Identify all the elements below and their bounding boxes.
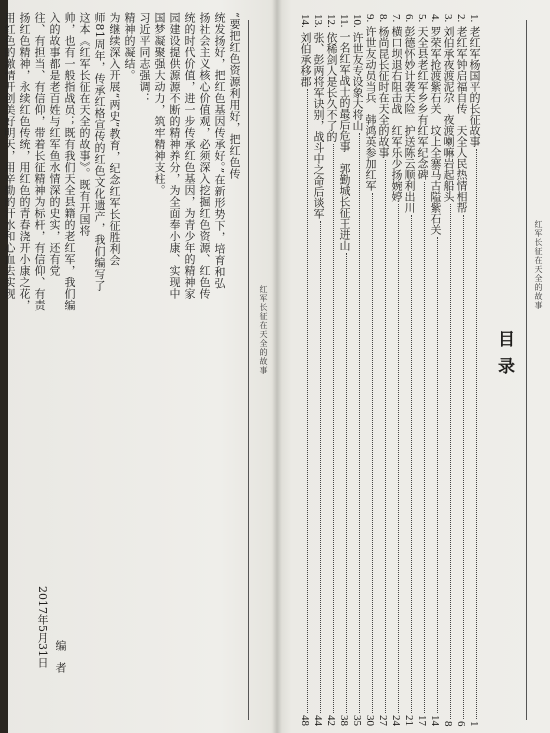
- header-rule: [526, 20, 527, 720]
- preface-line: 统发扬好，把红色基因传承好。”在新形势下，培育和弘: [213, 12, 226, 289]
- toc-page-number: 8: [442, 720, 454, 726]
- toc-entry-title: 横口坝退右阻击战 红军乐少扬婉婷: [390, 26, 403, 203]
- toc-number: 5.: [416, 14, 428, 23]
- toc-entry-title: 许世友动员当兵 韩鸿英参加红军: [364, 26, 377, 192]
- toc-entry[interactable]: [297, 14, 313, 726]
- toc-page-number: 48: [299, 715, 311, 726]
- leader-dots: [385, 160, 386, 713]
- preface-line: 园建设提供源源不断的精神养分，为全面奉小康、实现中: [168, 12, 181, 300]
- toc-page-number: 17: [416, 715, 428, 726]
- leader-dots: [307, 89, 308, 713]
- toc-number: 7.: [390, 14, 402, 23]
- table-of-contents: [292, 0, 497, 733]
- toc-entry-title: 罗荣军抢渡紫石关 坟上全寨马古隘紫石关: [429, 26, 442, 236]
- preface-line: 习近平同志强调：: [138, 12, 151, 104]
- leader-dots: [346, 253, 347, 713]
- toc-page-number: 1: [468, 720, 480, 726]
- toc-number: 13.: [312, 14, 324, 28]
- toc-number: 11.: [338, 14, 350, 28]
- toc-page-number: 35: [351, 715, 363, 726]
- toc-page-number: 38: [338, 715, 350, 726]
- preface-date: 2017年5月31日: [36, 586, 49, 668]
- preface-line: 这本《红军长征在天全的故事》。既有开国将: [78, 12, 91, 237]
- toc-title: 目录: [494, 330, 514, 384]
- leader-dots: [476, 149, 477, 718]
- toc-page-number: 42: [325, 715, 337, 726]
- preface-line: 师81周年，传承红格宣传的红色文化遗产，我们编写了: [93, 12, 106, 292]
- toc-page-number: 27: [377, 715, 389, 726]
- toc-entry-title: 刘伯承夜渡泥尕 夜渡喇嘛岩起船头: [442, 26, 455, 203]
- toc-page-number: 30: [364, 715, 376, 726]
- toc-number: 14.: [299, 14, 311, 28]
- preface-line: 往、有担当、有信仰，带着长征精神为标杆，有信仰、有责: [33, 12, 46, 311]
- toc-entry-title: 老红军杨国平的长征故事: [468, 26, 481, 148]
- toc-page-number: 14: [429, 715, 441, 726]
- toc-entry-title: 老红军钟启福自传 天全人民热情相帮: [455, 26, 468, 214]
- running-head-right: 红军长征在天全的故事: [534, 220, 543, 310]
- preface-line: 帅，也有一般指战员；既有我们天全县籍的老红军，我们编: [63, 12, 76, 311]
- leader-dots: [411, 215, 412, 713]
- toc-number: 8.: [377, 14, 389, 23]
- toc-number: 6.: [403, 14, 415, 23]
- toc-entry-title: 杨尚昆长征时在天全的故事: [377, 26, 390, 159]
- leader-dots: [320, 221, 321, 713]
- toc-entry-title: 许世友专设象大将山: [351, 31, 364, 131]
- toc-number: 12.: [325, 14, 337, 28]
- preface-signature: 编 者: [54, 640, 67, 673]
- leader-dots: [424, 182, 425, 713]
- toc-entry-title: 张、彭两将军诀别，战斗中之命后谈军: [312, 31, 325, 219]
- leader-dots: [333, 144, 334, 713]
- right-page: [280, 0, 550, 733]
- preface-line: 入的故事都是老百姓与红军鱼水情深的史实，还有党: [48, 12, 61, 277]
- toc-page-number: 6: [455, 720, 467, 726]
- toc-number: 2.: [455, 14, 467, 23]
- leader-dots: [437, 237, 438, 713]
- leader-dots: [463, 215, 464, 718]
- toc-number: 4.: [429, 14, 441, 23]
- leader-dots: [450, 204, 451, 718]
- preface-line: 为继续深入开展“两史”教育，纪念红军长征胜利会: [108, 12, 121, 266]
- leader-dots: [398, 204, 399, 713]
- toc-entry-title: 彭德怀妙计袭天险 护送陈云顺利出川: [403, 26, 416, 214]
- preface-line: 扬红色精神，永续红色传统，用红色的青春浇开小康之花，: [18, 12, 31, 311]
- header-rule: [248, 20, 249, 720]
- toc-number: 1.: [468, 14, 480, 23]
- leader-dots: [359, 133, 360, 713]
- preface-line: 统的时代价值，进一步传承红色基因，为青少年的精神家: [183, 12, 196, 300]
- toc-entry-title: 刘伯承移郡: [299, 31, 312, 87]
- preface-line: 精神的凝结。: [123, 12, 136, 81]
- toc-page-number: 44: [312, 715, 324, 726]
- preface-line: “要把红色资源利用好，把红色传: [228, 12, 241, 180]
- toc-number: 3.: [442, 14, 454, 23]
- toc-number: 9.: [364, 14, 376, 23]
- toc-entry-title: 依稀剑人是长久不了的: [325, 31, 338, 142]
- leader-dots: [372, 193, 373, 713]
- toc-page-number: 24: [390, 715, 402, 726]
- toc-entry-title: 天全县老红军乡乡有红军纪念碑: [416, 26, 429, 181]
- preface-line: 扬社会主义核心价值观，必须深入挖掘红色资源、红色传: [198, 12, 211, 300]
- toc-entry-title: 一名红军战士的最后危事 郭勤城长征王进山: [338, 31, 351, 252]
- preface-line: 用红色的激情开创美好明天，用辛勤的汗水和心血去实现: [3, 12, 16, 300]
- running-head-left: 红军长征在天全的故事: [259, 285, 268, 375]
- toc-page-number: 21: [403, 715, 415, 726]
- preface-line: 国梦凝聚强大动力，筑牢精神支柱。: [153, 12, 166, 196]
- toc-number: 10.: [351, 14, 363, 28]
